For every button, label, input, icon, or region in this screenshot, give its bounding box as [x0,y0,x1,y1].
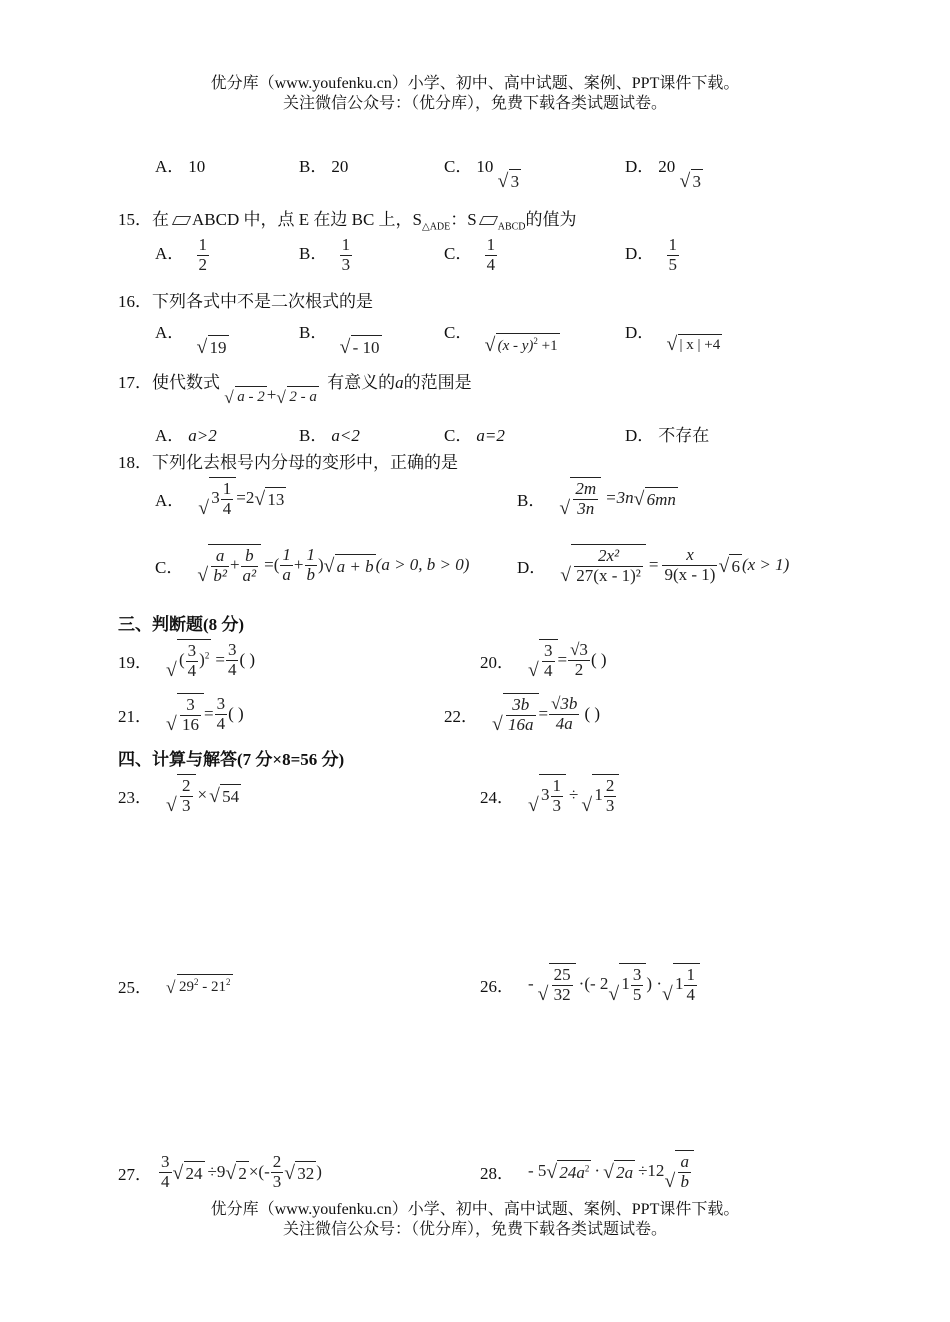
q15-option-c: C． $\frac{1}{4}$ [444,235,496,274]
q16-option-d: D． √ | x | +4 [625,318,722,344]
q15-stem: 15．在 ABCD 中，点 E 在边 BC 上，$S_{\triangle ADE}$：S $_{ABCD}$的值为 [118,210,577,233]
q28: 28． - 5 √ $24a^2$ · √ 2a ÷12 √ $\frac{a}{b}$ [480,1146,694,1196]
parallelogram-icon [479,216,498,225]
q15-option-d: D． $\frac{1}{5}$ [625,235,678,274]
section-3-title: 三、判断题(8 分) [118,615,245,634]
header-line-2: 关注微信公众号：（优分库），免费下载各类试题试卷。 [282,95,667,112]
section-4-title: 四、计算与解答(7 分×8=56 分) [118,750,345,769]
q16-option-c: C． √ (x - y)$^2$ +1 [444,318,560,345]
q18-option-d: D． √ $\frac{\text{2x²}}{\text{27(x - 1)²}}$ = $\frac{x}{9(x - 1)}$ √ 6 (x > 1) [517,538,789,592]
q14-option-a: A． 10 [155,157,206,176]
q18-option-a: A． √ 3 $\frac{1}{4}$ =2 √ 13 [155,472,286,524]
q25: 25． √ $29^2 - 21^2$ [118,970,233,1000]
q22: 22． √ $\frac{3b}{16a}$ = $\frac{√3b}{4a}$ ( ) [444,690,600,738]
parallelogram-icon [172,216,191,225]
q18-option-b: B． √ $\frac{2m}{3n}$ =3n √ 6mn [517,472,678,524]
q14-option-b: B． 20 [299,157,349,176]
q17-option-b: B． a<2 [299,426,360,445]
q18-stem: 18．下列化去根号内分母的变形中，正确的是 [118,453,458,472]
q14-option-d: D． 20 √ 3 [625,152,703,180]
q15-option-a: A． $\frac{1}{2}$ [155,235,208,274]
q18-option-c: C． √ $\frac{a}{\text{b²}}$ + $\frac{b}{\text{a²}}$ =( $\frac{1}{a}$ + $\frac{1}{b}$ ) √ a + b (a > 0, b > 0) [155,538,469,592]
q14-option-c: C． 10 √ 3 [444,152,521,180]
header-line-1: 优分库（www.youfenku.cn）小学、初中、高中试题、案例、PPT课件下载。 [210,75,740,92]
q16-stem: 16．下列各式中不是二次根式的是 [118,292,373,311]
q27: 27． $\frac{3}{4}$ √ 24 ÷9 √ 2 ×(- $\frac{2}{3}$ √ 32 ) [118,1148,322,1196]
q23: 23． √ $\frac{2}{3}$ × √ 54 [118,770,241,820]
footer-line-2: 关注微信公众号：（优分库），免费下载各类试题试卷。 [282,1221,667,1238]
footer-line-1: 优分库（www.youfenku.cn）小学、初中、高中试题、案例、PPT课件下载。 [210,1201,740,1218]
q21: 21． √ $\frac{3}{16}$ = $\frac{3}{4}$ ( ) [118,690,244,738]
q17-option-a: A． a>2 [155,426,217,445]
q19: 19． √ ( $\frac{3}{4}$ )$^2$ = $\frac{3}{4}$ ( ) [118,636,255,684]
q17-option-c: C． a=2 [444,426,505,445]
q26: 26． - √ $\frac{25}{32}$ ·(- 2 √ 1 $\frac{3}{5}$ ) · √ 1 $\frac{1}{4}$ [480,958,700,1010]
q17-option-d: D． 不存在 [625,426,710,445]
q16-option-a: A． √ 19 [155,318,229,346]
q17-stem: 17．使代数式 √ a - 2 +√ 2 - a 有意义的a的范围是 [118,368,472,394]
q20: 20． √ $\frac{3}{4}$ = $\frac{√3}{2}$ ( ) [480,636,607,684]
q15-option-b: B． $\frac{1}{3}$ [299,235,351,274]
q24: 24． √ 3 $\frac{1}{3}$ ÷ √ 1 $\frac{2}{3}$ [480,770,619,820]
q16-option-b: B． √ - 10 [299,318,382,346]
